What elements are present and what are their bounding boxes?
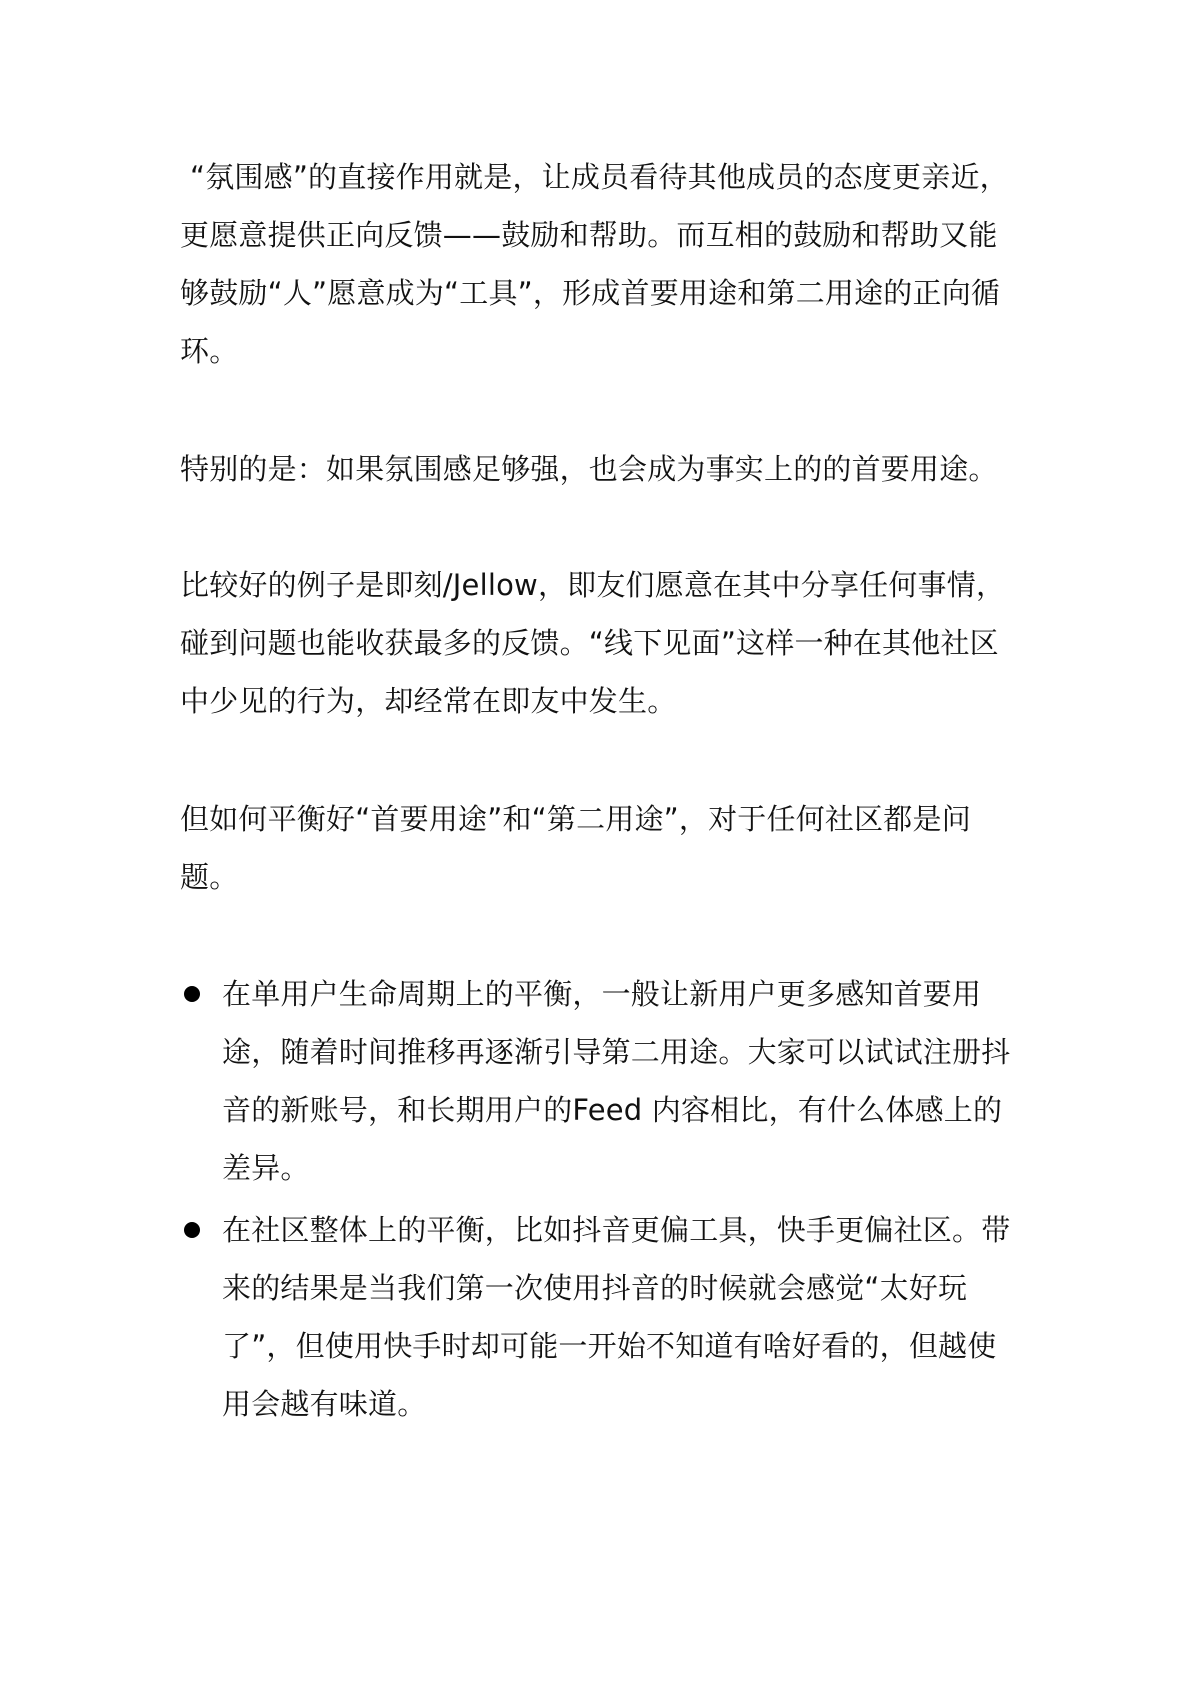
bullet-text: 在社区整体上的平衡，比如抖音更偏工具，快手更偏社区。带来的结果是当我们第一次使用抖音的时候就会感觉“太好玩了”，但使用快手时却可能一开始不知道有啥好看的，但越使用会越有味道。 (222, 1213, 1011, 1421)
paragraph-balance-question: 但如何平衡好“首要用途”和“第二用途”，对于任何社区都是问题。 (180, 802, 971, 894)
bullet-list-user-lifecycle (180, 965, 1025, 1197)
paragraph-special-note: 特别的是：如果氛围感足够强，也会成为事实上的的首要用途。 (180, 452, 998, 486)
paragraph-jellow-example: 比较好的例子是即刻/Jellow，即友们愿意在其中分享任何事情，碰到问题也能收获最多的反馈。“线下见面”这样一种在其他社区中少见的行为，却经常在即友中发生。 (180, 568, 1006, 718)
bullet-item (180, 965, 1025, 1197)
bullet-list-community-balance (180, 1201, 1025, 1433)
paragraph-atmosphere: “氛围感”的直接作用就是，让成员看待其他成员的态度更亲近，更愿意提供正向反馈——鼓励和帮助。而互相的鼓励和帮助又能够鼓励“人”愿意成为“工具”，形成首要用途和第二用途的正向循环。 (180, 160, 1009, 368)
bullet-text: 在单用户生命周期上的平衡，一般让新用户更多感知首要用途，随着时间推移再逐渐引导第二用途。大家可以试试注册抖音的新账号，和长期用户的Feed 内容相比，有什么体感上的差异。 (222, 977, 1011, 1185)
bullet-dot-icon (184, 1222, 200, 1238)
bullet-dot-icon (184, 986, 200, 1002)
bullet-item (180, 1201, 1025, 1433)
